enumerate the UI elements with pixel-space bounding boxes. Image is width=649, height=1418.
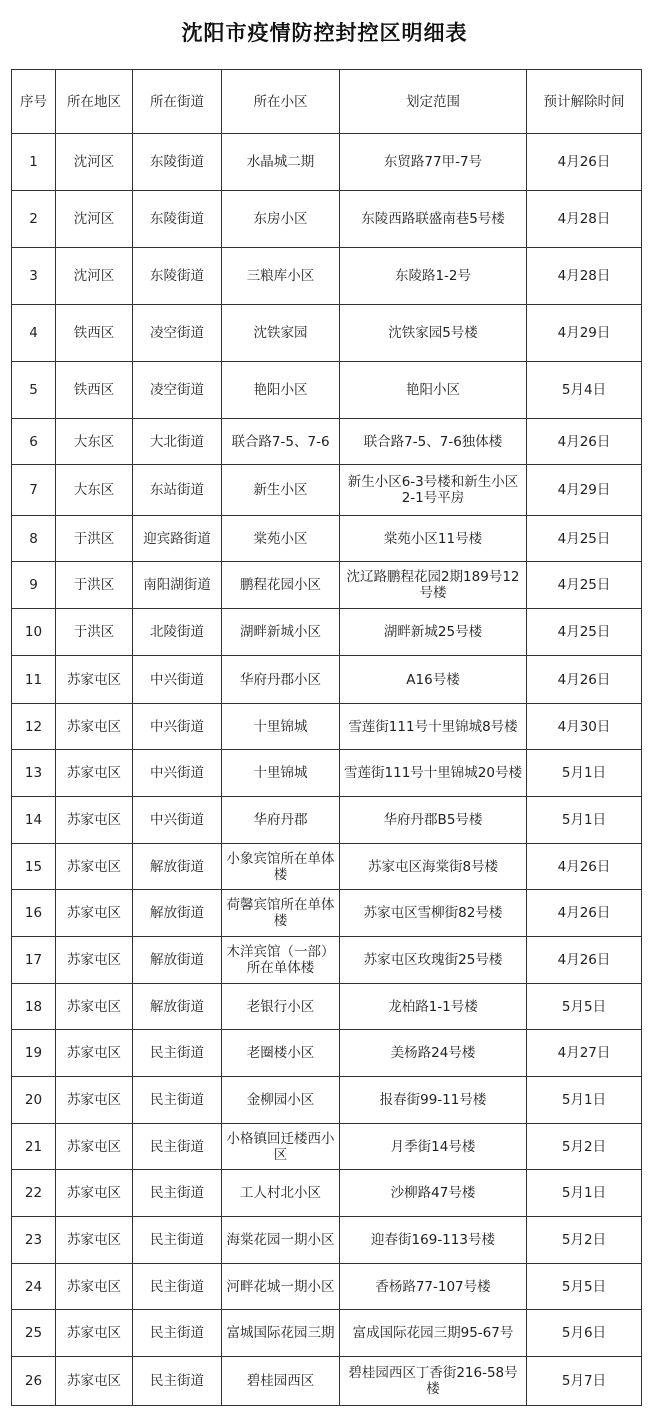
cell-scope: 月季街14号楼 [340, 1124, 527, 1170]
cell-release-date: 5月2日 [527, 1124, 642, 1170]
cell-street: 民主街道 [133, 1030, 222, 1077]
cell-scope: A16号楼 [340, 656, 527, 704]
cell-community: 棠苑小区 [222, 516, 340, 562]
cell-street: 民主街道 [133, 1310, 222, 1357]
cell-community: 金柳园小区 [222, 1077, 340, 1124]
cell-index: 23 [12, 1217, 56, 1264]
table-row [12, 419, 642, 465]
cell-community: 三粮库小区 [222, 248, 340, 305]
cell-release-date: 4月26日 [527, 656, 642, 704]
table-row [12, 1170, 642, 1217]
cell-district: 苏家屯区 [56, 704, 133, 750]
header-scope: 划定范围 [340, 70, 527, 134]
cell-community: 河畔花城一期小区 [222, 1264, 340, 1310]
cell-index: 22 [12, 1170, 56, 1217]
cell-index: 21 [12, 1124, 56, 1170]
cell-scope: 富成国际花园三期95-67号 [340, 1310, 527, 1357]
cell-street: 东陵街道 [133, 134, 222, 191]
cell-street: 民主街道 [133, 1264, 222, 1310]
cell-district: 铁西区 [56, 305, 133, 362]
cell-district: 苏家屯区 [56, 984, 133, 1030]
cell-scope: 棠苑小区11号楼 [340, 516, 527, 562]
cell-district: 苏家屯区 [56, 1357, 133, 1406]
cell-scope: 湖畔新城25号楼 [340, 609, 527, 656]
table-row [12, 1124, 642, 1170]
cell-release-date: 4月26日 [527, 419, 642, 465]
cell-scope: 沙柳路47号楼 [340, 1170, 527, 1217]
table-row [12, 562, 642, 609]
cell-scope: 苏家屯区海棠街8号楼 [340, 844, 527, 890]
cell-release-date: 5月7日 [527, 1357, 642, 1406]
table-row [12, 890, 642, 937]
cell-street: 民主街道 [133, 1124, 222, 1170]
cell-release-date: 4月29日 [527, 465, 642, 516]
cell-street: 迎宾路街道 [133, 516, 222, 562]
cell-street: 解放街道 [133, 844, 222, 890]
cell-scope: 沈辽路鹏程花园2期189号12号楼 [340, 562, 527, 609]
table-row [12, 362, 642, 419]
cell-index: 2 [12, 191, 56, 248]
cell-scope: 艳阳小区 [340, 362, 527, 419]
cell-scope: 碧桂园西区丁香街216-58号楼 [340, 1357, 527, 1406]
cell-release-date: 4月30日 [527, 704, 642, 750]
cell-district: 大东区 [56, 419, 133, 465]
cell-street: 大北街道 [133, 419, 222, 465]
cell-community: 联合路7-5、7-6 [222, 419, 340, 465]
table-row [12, 248, 642, 305]
table-row [12, 1310, 642, 1357]
cell-district: 苏家屯区 [56, 656, 133, 704]
cell-release-date: 5月4日 [527, 362, 642, 419]
table-row [12, 516, 642, 562]
table-row [12, 1030, 642, 1077]
cell-community: 荷馨宾馆所在单体楼 [222, 890, 340, 937]
cell-district: 苏家屯区 [56, 1170, 133, 1217]
table-row [12, 465, 642, 516]
cell-district: 苏家屯区 [56, 1310, 133, 1357]
cell-community: 艳阳小区 [222, 362, 340, 419]
cell-street: 凌空街道 [133, 362, 222, 419]
cell-community: 水晶城二期 [222, 134, 340, 191]
cell-index: 26 [12, 1357, 56, 1406]
table-row [12, 1077, 642, 1124]
cell-district: 于洪区 [56, 562, 133, 609]
cell-district: 苏家屯区 [56, 1077, 133, 1124]
cell-index: 14 [12, 797, 56, 844]
cell-index: 1 [12, 134, 56, 191]
cell-release-date: 5月6日 [527, 1310, 642, 1357]
cell-street: 解放街道 [133, 984, 222, 1030]
cell-release-date: 4月29日 [527, 305, 642, 362]
cell-community: 小象宾馆所在单体楼 [222, 844, 340, 890]
cell-release-date: 5月1日 [527, 750, 642, 797]
table-row [12, 1264, 642, 1310]
table-row [12, 1217, 642, 1264]
cell-street: 东陵街道 [133, 248, 222, 305]
cell-scope: 东贸路77甲-7号 [340, 134, 527, 191]
cell-district: 苏家屯区 [56, 750, 133, 797]
table-row [12, 609, 642, 656]
cell-community: 湖畔新城小区 [222, 609, 340, 656]
cell-index: 3 [12, 248, 56, 305]
cell-release-date: 5月5日 [527, 984, 642, 1030]
cell-district: 大东区 [56, 465, 133, 516]
cell-district: 苏家屯区 [56, 1124, 133, 1170]
table-row [12, 750, 642, 797]
cell-index: 15 [12, 844, 56, 890]
cell-index: 6 [12, 419, 56, 465]
table-row [12, 704, 642, 750]
table-row [12, 305, 642, 362]
cell-street: 民主街道 [133, 1217, 222, 1264]
cell-community: 碧桂园西区 [222, 1357, 340, 1406]
header-release-date: 预计解除时间 [527, 70, 642, 134]
cell-scope: 东陵西路联盛南巷5号楼 [340, 191, 527, 248]
cell-index: 16 [12, 890, 56, 937]
cell-community: 木洋宾馆（一部）所在单体楼 [222, 937, 340, 984]
cell-release-date: 4月25日 [527, 562, 642, 609]
cell-index: 12 [12, 704, 56, 750]
cell-community: 华府丹郡 [222, 797, 340, 844]
cell-community: 工人村北小区 [222, 1170, 340, 1217]
table-row [12, 937, 642, 984]
cell-district: 于洪区 [56, 516, 133, 562]
cell-release-date: 4月28日 [527, 191, 642, 248]
cell-index: 17 [12, 937, 56, 984]
document-title: 沈阳市疫情防控封控区明细表 [181, 21, 468, 45]
cell-scope: 苏家屯区雪柳街82号楼 [340, 890, 527, 937]
cell-index: 8 [12, 516, 56, 562]
cell-index: 11 [12, 656, 56, 704]
cell-street: 东陵街道 [133, 191, 222, 248]
cell-street: 凌空街道 [133, 305, 222, 362]
cell-district: 苏家屯区 [56, 937, 133, 984]
table-row [12, 191, 642, 248]
cell-scope: 华府丹郡B5号楼 [340, 797, 527, 844]
table-row [12, 844, 642, 890]
cell-community: 华府丹郡小区 [222, 656, 340, 704]
cell-community: 十里锦城 [222, 750, 340, 797]
cell-district: 沈河区 [56, 134, 133, 191]
cell-scope: 雪莲街111号十里锦城8号楼 [340, 704, 527, 750]
cell-street: 中兴街道 [133, 656, 222, 704]
cell-release-date: 5月1日 [527, 1077, 642, 1124]
cell-scope: 美杨路24号楼 [340, 1030, 527, 1077]
cell-scope: 新生小区6-3号楼和新生小区2-1号平房 [340, 465, 527, 516]
header-district: 所在地区 [56, 70, 133, 134]
cell-scope: 报春街99-11号楼 [340, 1077, 527, 1124]
cell-index: 25 [12, 1310, 56, 1357]
cell-scope: 迎春街169-113号楼 [340, 1217, 527, 1264]
cell-release-date: 5月5日 [527, 1264, 642, 1310]
cell-street: 民主街道 [133, 1077, 222, 1124]
cell-community: 富城国际花园三期 [222, 1310, 340, 1357]
cell-index: 19 [12, 1030, 56, 1077]
cell-release-date: 4月26日 [527, 937, 642, 984]
cell-index: 18 [12, 984, 56, 1030]
cell-release-date: 5月1日 [527, 797, 642, 844]
table-row [12, 134, 642, 191]
cell-district: 铁西区 [56, 362, 133, 419]
cell-scope: 联合路7-5、7-6独体楼 [340, 419, 527, 465]
cell-index: 13 [12, 750, 56, 797]
cell-index: 10 [12, 609, 56, 656]
header-index: 序号 [12, 70, 56, 134]
cell-index: 24 [12, 1264, 56, 1310]
cell-community: 老圈楼小区 [222, 1030, 340, 1077]
cell-index: 20 [12, 1077, 56, 1124]
cell-district: 沈河区 [56, 191, 133, 248]
cell-street: 中兴街道 [133, 704, 222, 750]
cell-index: 9 [12, 562, 56, 609]
table-row [12, 797, 642, 844]
cell-release-date: 4月26日 [527, 844, 642, 890]
table-row [12, 656, 642, 704]
cell-scope: 苏家屯区玫瑰街25号楼 [340, 937, 527, 984]
cell-street: 东站街道 [133, 465, 222, 516]
lockdown-area-table [11, 69, 642, 1406]
cell-street: 南阳湖街道 [133, 562, 222, 609]
cell-release-date: 4月25日 [527, 516, 642, 562]
cell-community: 小格镇回迁楼西小区 [222, 1124, 340, 1170]
cell-release-date: 5月2日 [527, 1217, 642, 1264]
cell-release-date: 4月26日 [527, 890, 642, 937]
cell-release-date: 4月28日 [527, 248, 642, 305]
cell-district: 苏家屯区 [56, 1030, 133, 1077]
table-row [12, 984, 642, 1030]
cell-index: 7 [12, 465, 56, 516]
cell-street: 解放街道 [133, 890, 222, 937]
cell-district: 苏家屯区 [56, 890, 133, 937]
cell-street: 民主街道 [133, 1170, 222, 1217]
cell-community: 东房小区 [222, 191, 340, 248]
cell-community: 新生小区 [222, 465, 340, 516]
cell-street: 解放街道 [133, 937, 222, 984]
cell-index: 5 [12, 362, 56, 419]
cell-release-date: 4月27日 [527, 1030, 642, 1077]
cell-community: 沈铁家园 [222, 305, 340, 362]
cell-street: 中兴街道 [133, 797, 222, 844]
cell-district: 沈河区 [56, 248, 133, 305]
cell-release-date: 4月25日 [527, 609, 642, 656]
cell-community: 老银行小区 [222, 984, 340, 1030]
header-community: 所在小区 [222, 70, 340, 134]
header-street: 所在街道 [133, 70, 222, 134]
cell-district: 苏家屯区 [56, 1264, 133, 1310]
cell-scope: 雪莲街111号十里锦城20号楼 [340, 750, 527, 797]
cell-community: 十里锦城 [222, 704, 340, 750]
cell-scope: 香杨路77-107号楼 [340, 1264, 527, 1310]
cell-district: 苏家屯区 [56, 1217, 133, 1264]
cell-community: 鹏程花园小区 [222, 562, 340, 609]
cell-district: 苏家屯区 [56, 844, 133, 890]
cell-street: 中兴街道 [133, 750, 222, 797]
table-header-row [12, 70, 642, 134]
cell-district: 于洪区 [56, 609, 133, 656]
cell-scope: 沈铁家园5号楼 [340, 305, 527, 362]
cell-community: 海棠花园一期小区 [222, 1217, 340, 1264]
cell-street: 北陵街道 [133, 609, 222, 656]
cell-district: 苏家屯区 [56, 797, 133, 844]
cell-release-date: 5月1日 [527, 1170, 642, 1217]
cell-index: 4 [12, 305, 56, 362]
cell-scope: 东陵路1-2号 [340, 248, 527, 305]
table-row [12, 1357, 642, 1406]
cell-release-date: 4月26日 [527, 134, 642, 191]
cell-street: 民主街道 [133, 1357, 222, 1406]
cell-scope: 龙柏路1-1号楼 [340, 984, 527, 1030]
